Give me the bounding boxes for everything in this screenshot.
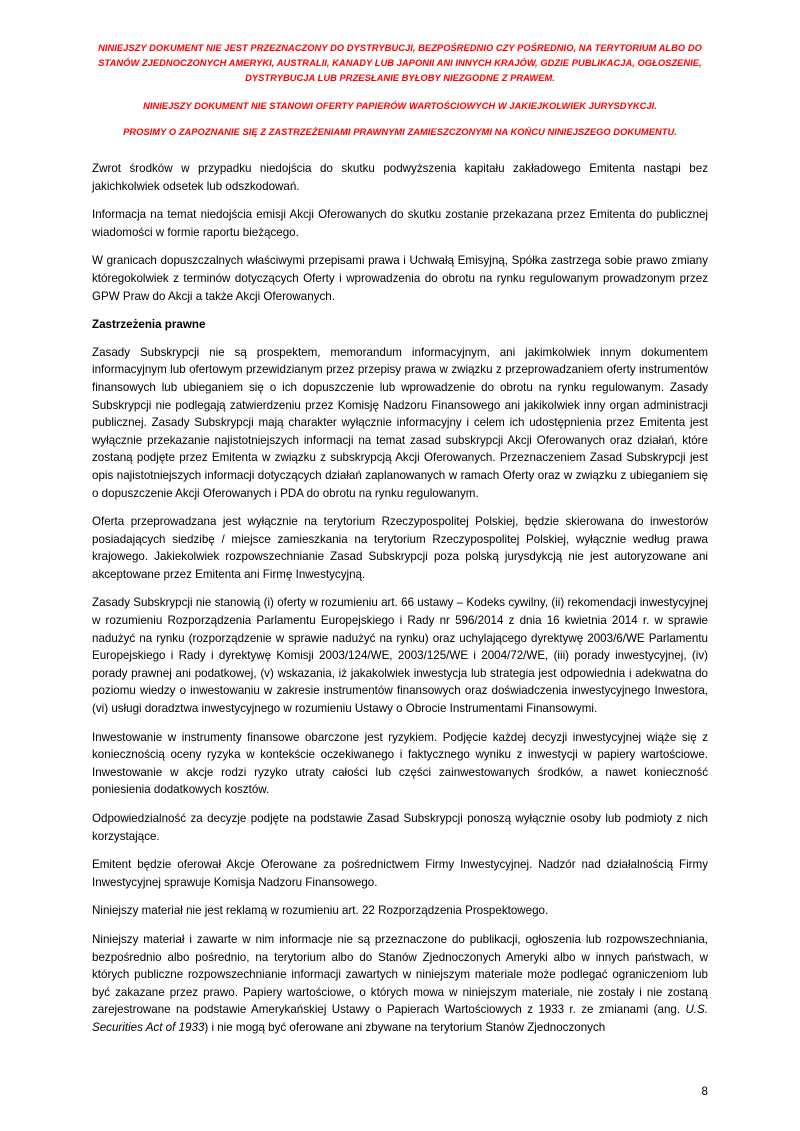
page-number: 8 bbox=[701, 1085, 708, 1098]
section-heading-legal-disclaimers: Zastrzeżenia prawne bbox=[92, 318, 206, 332]
paragraph-investment-risk: Inwestowanie w instrumenty finansowe obarczone jest ryzykiem. Podjęcie każdej decyzji inwestycyjnej wiąże się z koniecznością oceny ryzyka w kontekście oczekiwanego i faktycznego wyniku z inwestycji w papiery wartościowe. Inwestowanie w akcje rodzi ryzyko utraty całości lub części zainwestowanych środków, a nawet konieczność poniesienia dodatkowych kosztów. bbox=[92, 730, 708, 797]
paragraph-refund: Zwrot środków w przypadku niedojścia do skutku podwyższenia kapitału zakładowego Emitenta nastąpi bez jakichkolwiek odsetek lub odszkodowań. bbox=[92, 162, 708, 193]
paragraph-investment-firm-supervision: Emitent będzie oferował Akcje Oferowane za pośrednictwem Firmy Inwestycyjnej. Nadzór nad działalnością Firmy Inwestycyjnej sprawuje Komisja Nadzoru Finansowego. bbox=[92, 858, 708, 889]
us-restriction-text-pre: Niniejszy materiał i zawarte w nim informacje nie są przeznaczone do publikacji, ogłoszenia lub rozpowszechniania, bezpośrednio albo pośrednio, na terytorium albo do Stanów Zjednoczonych Ameryki albo w innych państwach, w których publiczne rozpowszechnianie informacji zawartych w niniejszym materiale może podlegać ograniczeniom lub być zakazane przez prawo. Papiery wartościowe, o których mowa w niniejszym materiale, nie zostały i nie zostaną zarejestrowane na podstawie Amerykańskiej Ustawy o Papierach Wartościowych z 1933 r. ze zmianami (ang. bbox=[92, 932, 708, 1017]
disclaimer-no-offer-notice: NINIEJSZY DOKUMENT NIE STANOWI OFERTY PAPIERÓW WARTOŚCIOWYCH W JAKIEJKOLWIEK JURYSDYKCJI. bbox=[143, 100, 657, 111]
paragraph-us-securities-restriction bbox=[92, 931, 708, 1037]
paragraph-liability: Odpowiedzialność za decyzje podjęte na podstawie Zasad Subskrypcji ponoszą wyłącznie osoby lub podmioty z nich korzystające. bbox=[92, 812, 708, 843]
paragraph-terms-change: W granicach dopuszczalnych właściwymi przepisami prawa i Uchwałą Emisyjną, Spółka zastrzega sobie prawo zmiany któregokolwiek z terminów dotyczących Oferty i wprowadzenia do obrotu na rynku regulowanym prowadzonym przez GPW Praw do Akcji a także Akcji Oferowanych. bbox=[92, 254, 708, 303]
us-restriction-text-post: ) i nie mogą być oferowane ani zbywane na terytorium Stanów Zjednoczonych bbox=[204, 1020, 606, 1034]
disclaimer-distribution-notice: NINIEJSZY DOKUMENT NIE JEST PRZEZNACZONY DO DYSTRYBUCJI, BEZPOŚREDNIO CZY POŚREDNIO, NA TERYTORIUM ALBO DO STANÓW ZJEDNOCZONYCH AMERYKI, AUSTRALII, KANADY LUB JAPONII ANI INNYCH KRAJÓW, GDZIE PUBLIKACJA, OGŁOSZENIE, DYSTRYBUCJA LUB PRZESŁANIE BYŁOBY NIEZGODNE Z PRAWEM. bbox=[98, 43, 702, 84]
us-securities-act-title: U.S. Securities Act of 1933 bbox=[92, 1003, 708, 1034]
disclaimer-read-legal-notice: PROSIMY O ZAPOZNANIE SIĘ Z ZASTRZEŻENIAMI PRAWNYMI ZAMIESZCZONYMI NA KOŃCU NINIEJSZEGO DOKUMENTU. bbox=[123, 126, 677, 137]
disclaimer-header bbox=[92, 41, 708, 140]
paragraph-not-an-offer-or-recommendation: Zasady Subskrypcji nie stanowią (i) oferty w rozumieniu art. 66 ustawy – Kodeks cywilny, (ii) rekomendacji inwestycyjnej w rozumieniu Rozporządzenia Parlamentu Europejskiego i Rady nr 596/2014 z dnia 16 kwietnia 2014 r. w sprawie nadużyć na rynku (rozporządzenie w sprawie nadużyć na rynku) oraz uchylającego dyrektywę 2003/6/WE Parlamentu Europejskiego i Rady i dyrektywę Komisji 2003/124/WE, 2003/125/WE i 2004/72/WE, (iii) porady inwestycyjnej, (iv) porady prawnej ani podatkowej, (v) wskazania, iż jakakolwiek inwestycja lub strategia jest odpowiednia i adekwatna do poziomu wiedzy o inwestowaniu w zakresie instrumentów finansowych oraz doświadczenia inwestycyjnego Inwestora, (vi) usługi doradztwa inwestycyjnego w rozumieniu Ustawy o Obrocie Instrumentami Finansowymi. bbox=[92, 596, 708, 716]
paragraph-not-a-prospectus: Zasady Subskrypcji nie są prospektem, memorandum informacyjnym, ani jakimkolwiek innym dokumentem informacyjnym lub ofertowym przewidzianym przez przepisy prawa w związku z przeprowadzaniem oferty instrumentów finansowych lub ubieganiem się o ich dopuszczenie lub wprowadzenie do obrotu na rynku regulowanym. Zasady Subskrypcji nie podlegają zatwierdzeniu przez Komisję Nadzoru Finansowego ani jakikolwiek inny organ administracji publicznej. Zasady Subskrypcji mają charakter wyłącznie informacyjny i celem ich udostępnienia przez Emitenta jest wyłącznie przekazanie najistotniejszych informacji na temat zasad subskrypcji Akcji Oferowanych oraz działań, które zostaną podjęte przez Emitenta w związku z subskrypcją Akcji Oferowanych. Przeznaczeniem Zasad Subskrypcji jest opis najistotniejszych informacji dotyczących działań zaplanowanych w ramach Oferty oraz w związku z ubieganiem się o dopuszczenie Akcji Oferowanych i PDA do obrotu na rynku regulowanym. bbox=[92, 345, 708, 500]
body-copy bbox=[92, 160, 708, 1037]
paragraph-not-advertising: Niniejszy materiał nie jest reklamą w rozumieniu art. 22 Rozporządzenia Prospektowego. bbox=[92, 904, 549, 918]
paragraph-failure-notice: Informacja na temat niedojścia emisji Akcji Oferowanych do skutku zostanie przekazana przez Emitenta do publicznej wiadomości w formie raportu bieżącego. bbox=[92, 208, 708, 239]
paragraph-offer-territory: Oferta przeprowadzana jest wyłącznie na terytorium Rzeczypospolitej Polskiej, będzie skierowana do inwestorów posiadających siedzibę / miejsce zamieszkania na terytorium Rzeczypospolitej Polskiej, wyłącznie według prawa krajowego. Jakiekolwiek rozpowszechnianie Zasad Subskrypcji poza polską jurysdykcją nie jest autoryzowane ani akceptowane przez Emitenta ani Firmę Inwestycyjną. bbox=[92, 515, 708, 581]
